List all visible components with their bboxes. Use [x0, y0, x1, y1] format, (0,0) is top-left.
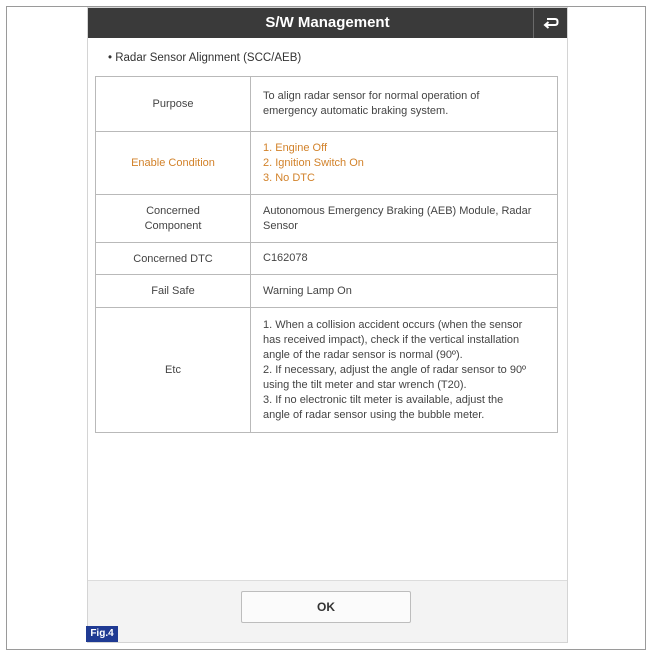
row-label-enable-condition: Enable Condition — [96, 132, 251, 195]
value-line: Autonomous Emergency Braking (AEB) Module, Radar — [263, 204, 532, 217]
row-value-purpose — [251, 77, 558, 132]
title-bar — [88, 8, 567, 38]
table-row — [96, 195, 558, 243]
section-heading: • Radar Sensor Alignment (SCC/AEB) — [108, 52, 302, 64]
value-line: C162078 — [263, 252, 308, 264]
value-line: angle of the radar sensor is normal (90º). — [263, 348, 463, 361]
table-row — [96, 308, 558, 433]
value-line: 2. Ignition Switch On — [263, 156, 364, 169]
row-value-concerned-dtc — [251, 243, 558, 275]
value-line: 1. Engine Off — [263, 141, 328, 154]
table-row — [96, 77, 558, 132]
return-arrow-icon — [543, 16, 559, 30]
sw-management-dialog — [88, 8, 567, 642]
value-line: Sensor — [263, 219, 298, 232]
value-line: 3. No DTC — [263, 171, 315, 184]
spec-table — [95, 76, 558, 433]
footer-bar — [88, 580, 567, 642]
row-label-concerned-component — [96, 195, 251, 243]
ok-button[interactable]: OK — [241, 591, 411, 623]
value-line: 1. When a collision accident occurs (when the sensor — [263, 318, 523, 331]
value-line: 2. If necessary, adjust the angle of radar sensor to 90º — [263, 363, 527, 376]
label-line: Component — [144, 219, 202, 232]
row-value-concerned-component — [251, 195, 558, 243]
value-line: To align radar sensor for normal operation of — [263, 90, 480, 102]
back-button[interactable] — [533, 8, 567, 38]
value-line: 3. If no electronic tilt meter is available, adjust the — [263, 393, 504, 406]
row-label-purpose: Purpose — [96, 77, 251, 132]
value-line: emergency automatic braking system. — [263, 105, 449, 117]
row-value-enable-condition — [251, 132, 558, 195]
row-value-etc — [251, 308, 558, 433]
value-line: using the tilt meter and star wrench (T20). — [263, 378, 467, 391]
value-line: Warning Lamp On — [263, 284, 352, 297]
value-line: angle of radar sensor using the bubble meter. — [263, 408, 485, 421]
row-label-fail-safe: Fail Safe — [96, 275, 251, 308]
label-line: Concerned — [146, 204, 200, 217]
row-label-concerned-dtc: Concerned DTC — [96, 243, 251, 275]
window-title: S/W Management — [265, 14, 390, 31]
table-row — [96, 243, 558, 275]
table-row — [96, 275, 558, 308]
row-label-etc: Etc — [96, 308, 251, 433]
value-line: has received impact), check if the vertical installation — [263, 333, 520, 346]
table-row — [96, 132, 558, 195]
row-value-fail-safe — [251, 275, 558, 308]
figure-label: Fig.4 — [86, 626, 118, 642]
